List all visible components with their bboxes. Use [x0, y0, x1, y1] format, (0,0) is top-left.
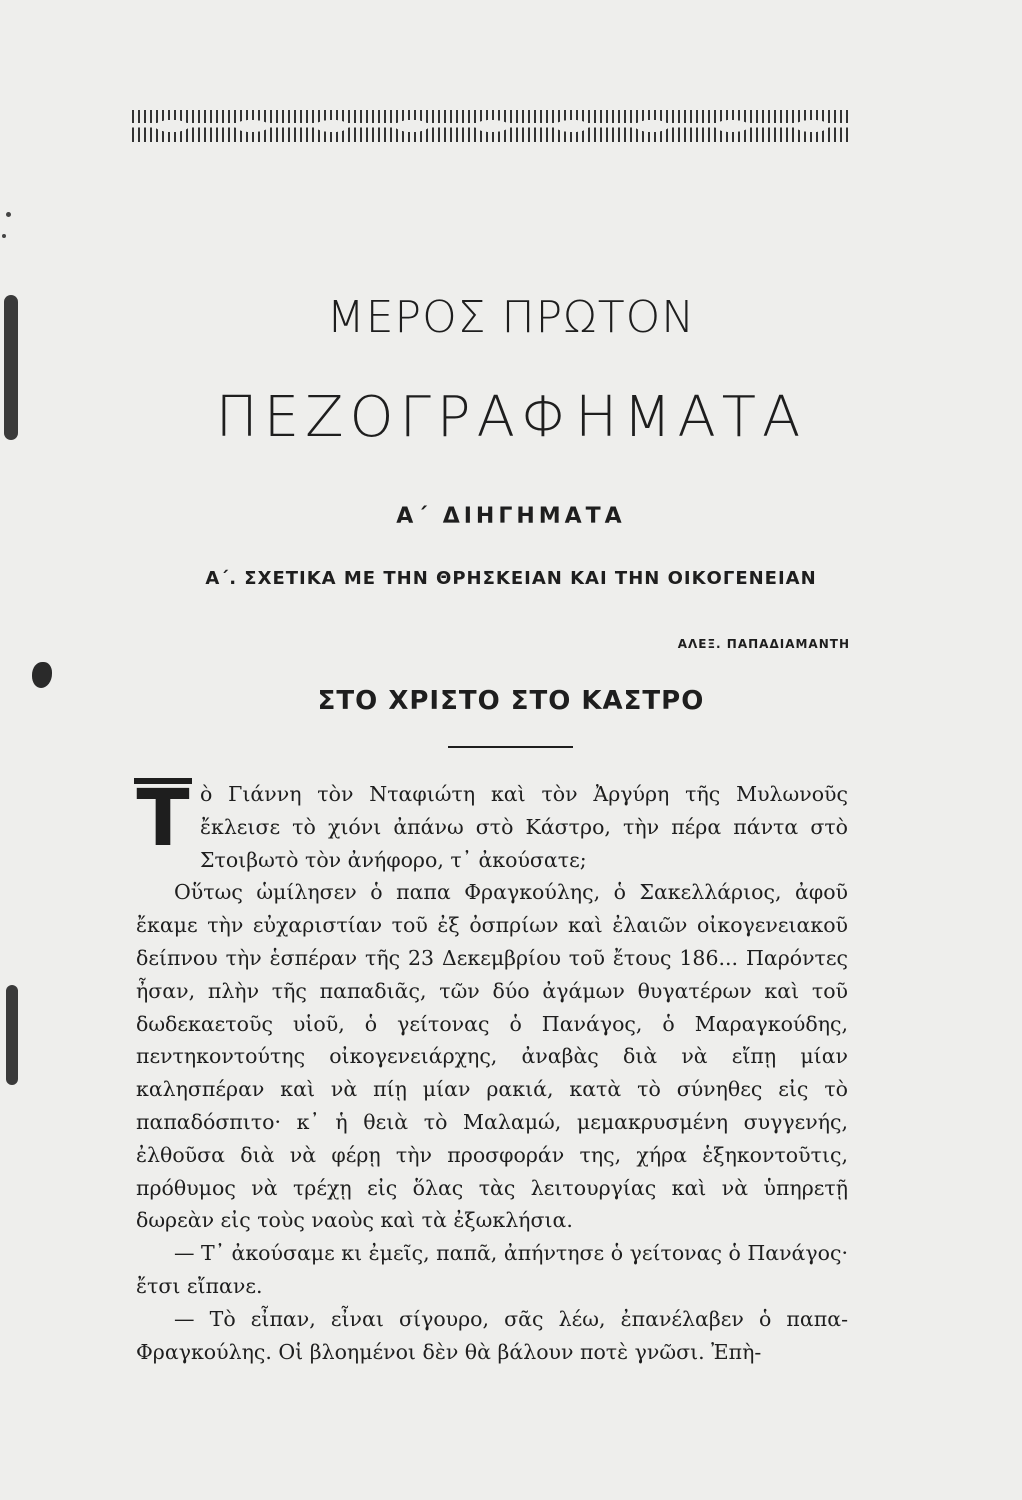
- title-divider: [448, 746, 573, 748]
- main-title: ΠΕΖΟΓΡΑΦΗΜΑΤΑ: [215, 385, 807, 450]
- paragraph: Οὕτως ὡμίλησεν ὁ παπα Φραγκούλης, ὁ Σακελλάριος, ἀφοῦ ἔκαμε τὴν εὐχαριστίαν τοῦ ἐξ ὀσπρίων καὶ ἐλαιῶν οἰκογενειακοῦ δείπνου τὴν ἑσπέραν τῆς 23 Δεκεμβρίου τοῦ ἔτους 186... Παρόντες ἦσαν, πλὴν τῆς παπαδιᾶς, τῶν δύο ἀγάμων θυγατέρων καὶ τοῦ δωδεκαετοῦς υἱοῦ, ὁ γείτονας ὁ Πανάγος, ὁ Μαραγκούδης, πεντηκοντούτης οἰκογενειάρχης, ἀναβὰς διὰ νὰ εἴπῃ μίαν καλησπέραν καὶ νὰ πίῃ μίαν ρακιά, κατὰ τὸ σύνηθες εἰς τὸ παπαδόσπιτο· κ᾽ ἡ θειὰ τὸ Μαλαμώ, μεμακρυσμένη συγγενής, ἐλθοῦσα διὰ νὰ φέρῃ τὴν προσφοράν της, χήρα ἑξηκοντοῦτις, πρόθυμος νὰ τρέχῃ εἰς ὅλας τὰς λειτουργίας καὶ νὰ ὑπηρετῇ δωρεὰν εἰς τοὺς ναοὺς καὶ τὰ ἐξωκλήσια.: [136, 880, 848, 1233]
- section-title: Α΄ ΔΙΗΓΗΜΑΤΑ: [396, 504, 626, 529]
- drop-cap: Τ: [134, 778, 192, 848]
- paragraph: [136, 774, 848, 876]
- story-title: ΣΤΟ ΧΡΙΣΤΟ ΣΤΟ ΚΑΣΤΡΟ: [317, 686, 705, 716]
- paragraph: — Τὸ εἶπαν, εἶναι σίγουρο, σᾶς λέω, ἐπανέλαβεν ὁ παπα-Φραγκούλης. Οἱ βλοημένοι δὲν θὰ βάλουν ποτὲ γνῶσι. Ἐπὴ-: [136, 1306, 848, 1364]
- subsection-title: Α΄. ΣΧΕΤΙΚΑ ΜΕ ΤΗΝ ΘΡΗΣΚΕΙΑΝ ΚΑΙ ΤΗΝ ΟΙΚΟΓΕΝΕΙΑΝ: [205, 568, 817, 589]
- speck: [2, 234, 6, 238]
- part-title: ΜΕΡΟΣ ΠΡΩΤΟΝ: [326, 292, 696, 343]
- decorative-header-wave: [132, 110, 848, 142]
- binding-mark: [6, 985, 18, 1085]
- paragraph-text: ὸ Γιάννη τὸν Νταφιώτη καὶ τὸν Ἀργύρη τῆς Μυλωνοῦς ἔκλεισε τὸ χιόνι ἀπάνω στὸ Κάστρο, τὴν πέρα πάντα στὸ Στοιβωτὸ τὸν ἀνήφορο, τ᾽ ἀκούσατε;: [200, 782, 848, 872]
- paragraph: — Τ᾽ ἀκούσαμε κι ἐμεῖς, παπᾶ, ἀπήντησε ὁ γείτονας ὁ Πανάγος· ἔτσι εἴπανε.: [136, 1241, 848, 1298]
- story-body: [136, 774, 848, 1368]
- author-name: ΑΛΕΞ. ΠΑΠΑΔΙΑΜΑΝΤΗ: [677, 637, 850, 651]
- speck: [6, 212, 11, 217]
- ink-blot: [32, 662, 52, 688]
